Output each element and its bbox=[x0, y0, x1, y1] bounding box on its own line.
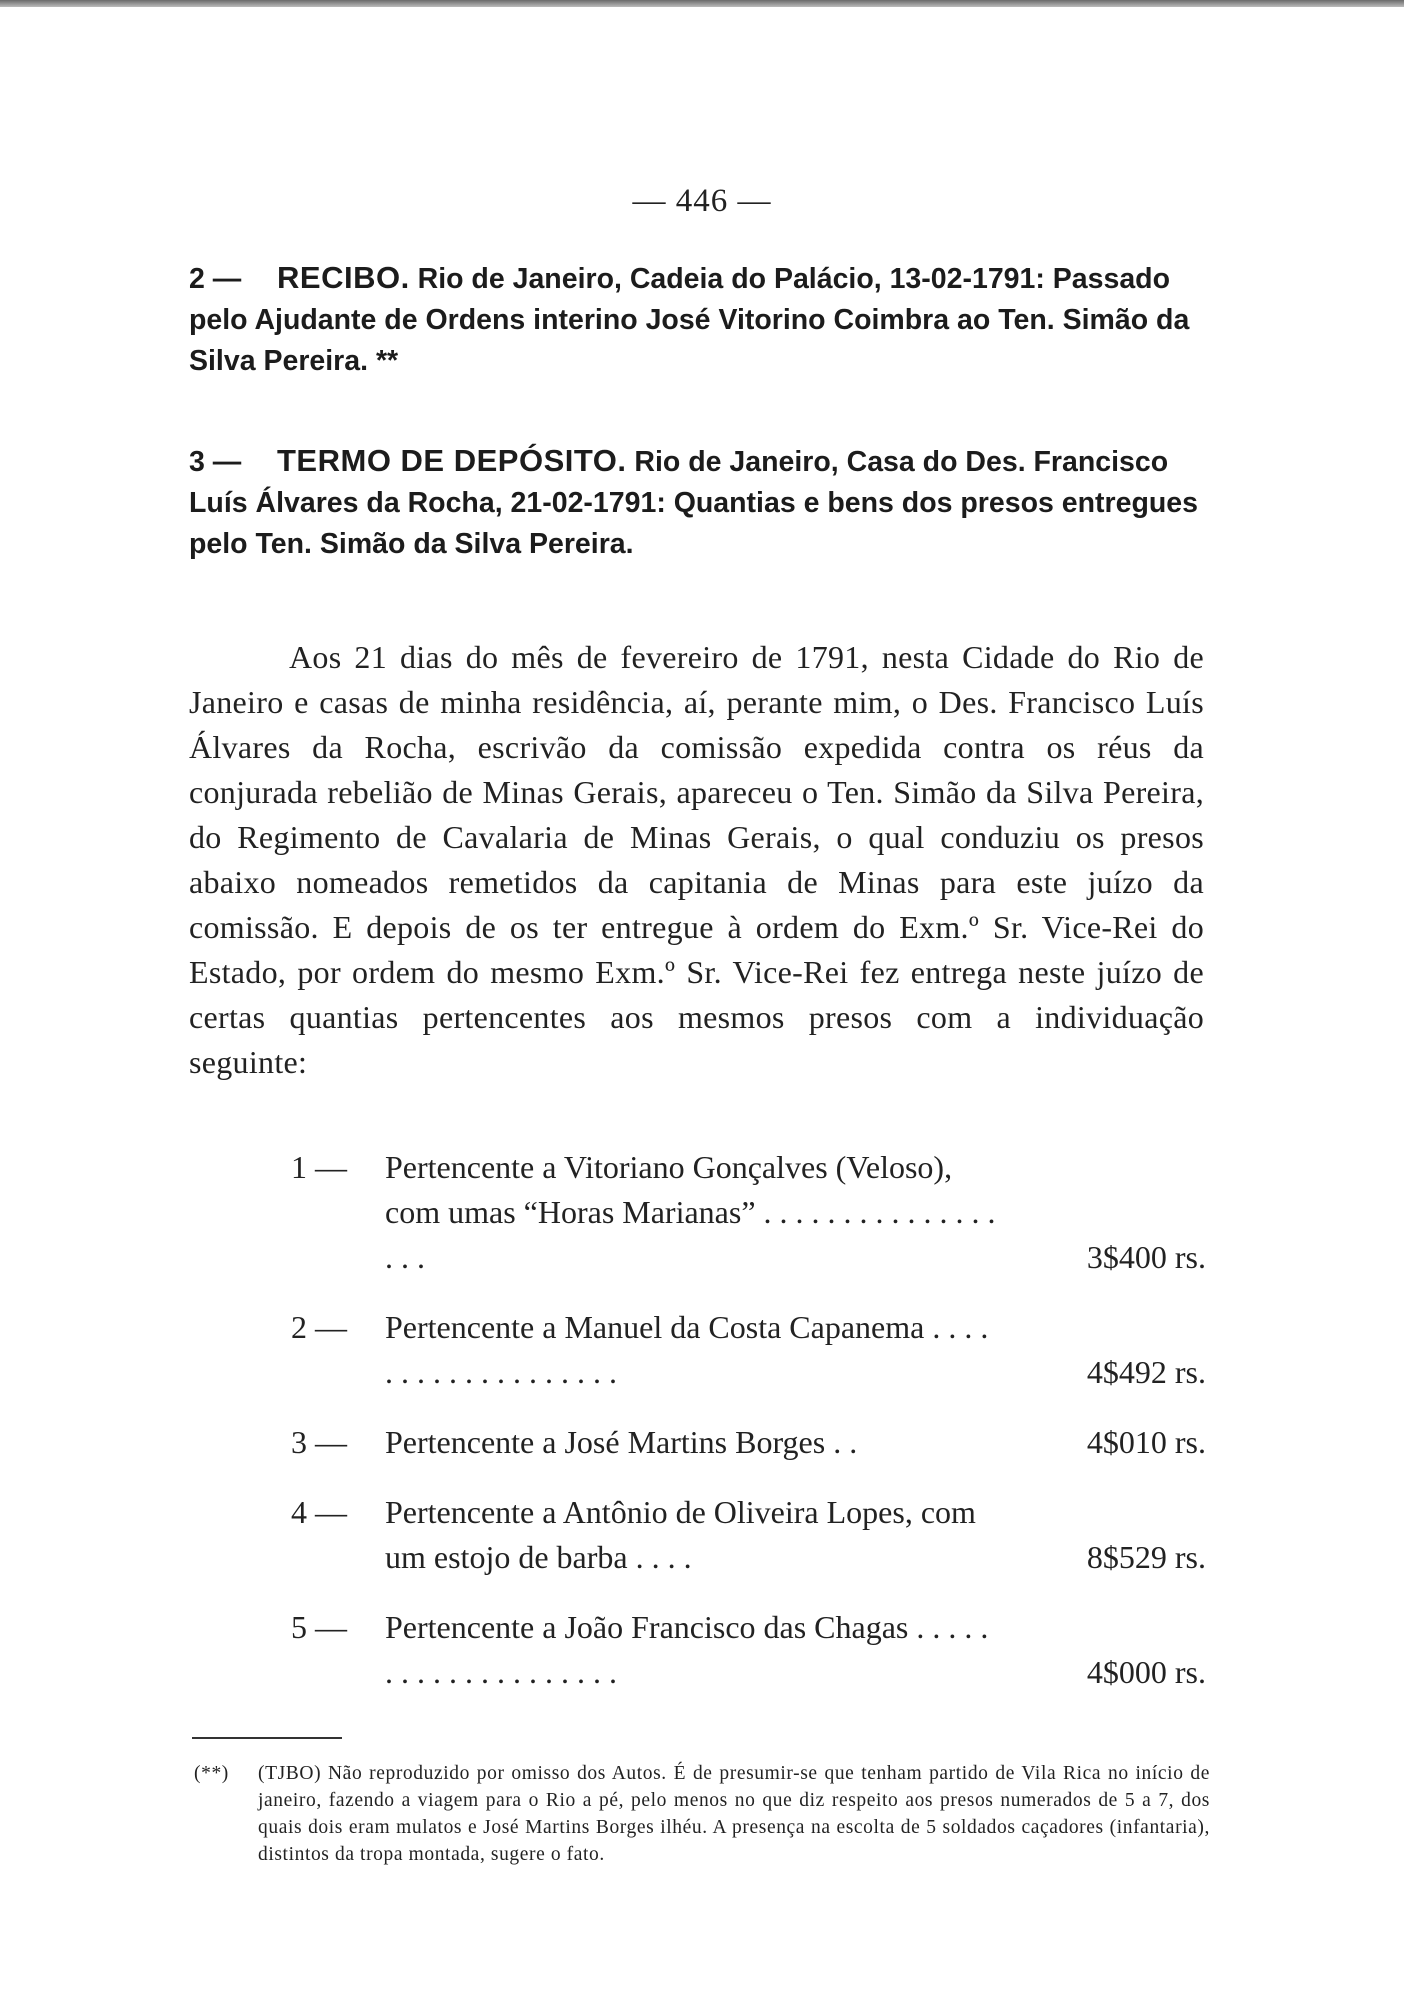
list-item bbox=[291, 1490, 1206, 1580]
entry-heading: TERMO DE DEPÓSITO. bbox=[277, 443, 627, 478]
entry-number: 3 — bbox=[189, 446, 242, 478]
item-index: 4 — bbox=[291, 1494, 347, 1530]
item-index: 1 — bbox=[291, 1149, 347, 1185]
entry-summary: Rio de Janeiro, Casa do Des. Francisco Luís Álvares da Rocha, 21-02-1791: Quantias e bens dos presos entregues pelo Ten. Simão da Silva Pereira. bbox=[189, 446, 1198, 560]
item-index: 2 — bbox=[291, 1309, 347, 1345]
list-item bbox=[291, 1420, 1206, 1465]
scan-top-edge bbox=[0, 0, 1404, 7]
list-item bbox=[291, 1145, 1206, 1280]
document-entry-3 bbox=[189, 440, 1199, 565]
footnote bbox=[194, 1760, 1210, 1868]
item-amount: 4$492 rs. bbox=[1086, 1354, 1206, 1390]
footnote-mark: (**) bbox=[194, 1763, 229, 1784]
page-number: — 446 — bbox=[632, 183, 772, 219]
footnote-divider bbox=[192, 1737, 342, 1739]
item-description: Pertencente a João Francisco das Chagas . . . . . . . . . . . . . . . . . . . . bbox=[385, 1609, 989, 1690]
item-description: Pertencente a Vitoriano Gonçalves (Veloso), com umas “Horas Marianas” . . . . . . . . . . . . . . . . . . bbox=[385, 1149, 996, 1275]
document-entry-2 bbox=[189, 257, 1199, 382]
item-description: Pertencente a Antônio de Oliveira Lopes, com um estojo de barba . . . . bbox=[385, 1494, 976, 1575]
item-index: 5 — bbox=[291, 1609, 347, 1645]
item-amount: 4$010 rs. bbox=[1086, 1424, 1206, 1460]
body-paragraph bbox=[189, 635, 1204, 1085]
item-amount: 4$000 rs. bbox=[1086, 1654, 1206, 1690]
item-description: Pertencente a José Martins Borges . . bbox=[385, 1424, 858, 1460]
item-amount: 8$529 rs. bbox=[1086, 1539, 1206, 1575]
list-item bbox=[291, 1605, 1206, 1695]
item-amount: 3$400 rs. bbox=[1086, 1239, 1206, 1275]
body-paragraph-text: Aos 21 dias do mês de fevereiro de 1791, nesta Cidade do Rio de Janeiro e casas de minha residência, aí, perante mim, o Des. Francisco Luís Álvares da Rocha, escrivão da comissão expedida contra os réus da conjurada rebelião de Minas Gerais, apareceu o Ten. Simão da Silva Pereira, do Regimento de Cavalaria de Minas Gerais, o qual conduziu os presos abaixo nomeados remetidos da capitania de Minas para este juízo da comissão. E depois de os ter entregue à ordem do Exm.º Sr. Vice-Rei do Estado, por ordem do mesmo Exm.º Sr. Vice-Rei fez entrega neste juízo de certas quantias pertencentes aos mesmos presos com a individuação seguinte: bbox=[189, 639, 1204, 1080]
list-item bbox=[291, 1305, 1206, 1395]
item-description: Pertencente a Manuel da Costa Capanema . . . . . . . . . . . . . . . . . . . bbox=[385, 1309, 989, 1390]
entry-summary: Rio de Janeiro, Cadeia do Palácio, 13-02-1791: Passado pelo Ajudante de Ordens interino José Vitorino Coimbra ao Ten. Simão da Silva Pereira. ** bbox=[189, 263, 1190, 377]
entry-number: 2 — bbox=[189, 263, 242, 295]
items-list bbox=[291, 1145, 1206, 1720]
footnote-text: (TJBO) Não reproduzido por omisso dos Autos. É de presumir-se que tenham partido de Vila Rica no início de janeiro, fazendo a viagem para o Rio a pé, pelo menos no que diz respeito aos presos numerados de 5 a 7, dos quais dois eram mulatos e José Martins Borges ilhéu. A presença na escolta de 5 soldados caçadores (infantaria), distintos da tropa montada, sugere o fato. bbox=[258, 1763, 1210, 1865]
item-index: 3 — bbox=[291, 1424, 347, 1460]
entry-heading: RECIBO. bbox=[277, 260, 410, 295]
